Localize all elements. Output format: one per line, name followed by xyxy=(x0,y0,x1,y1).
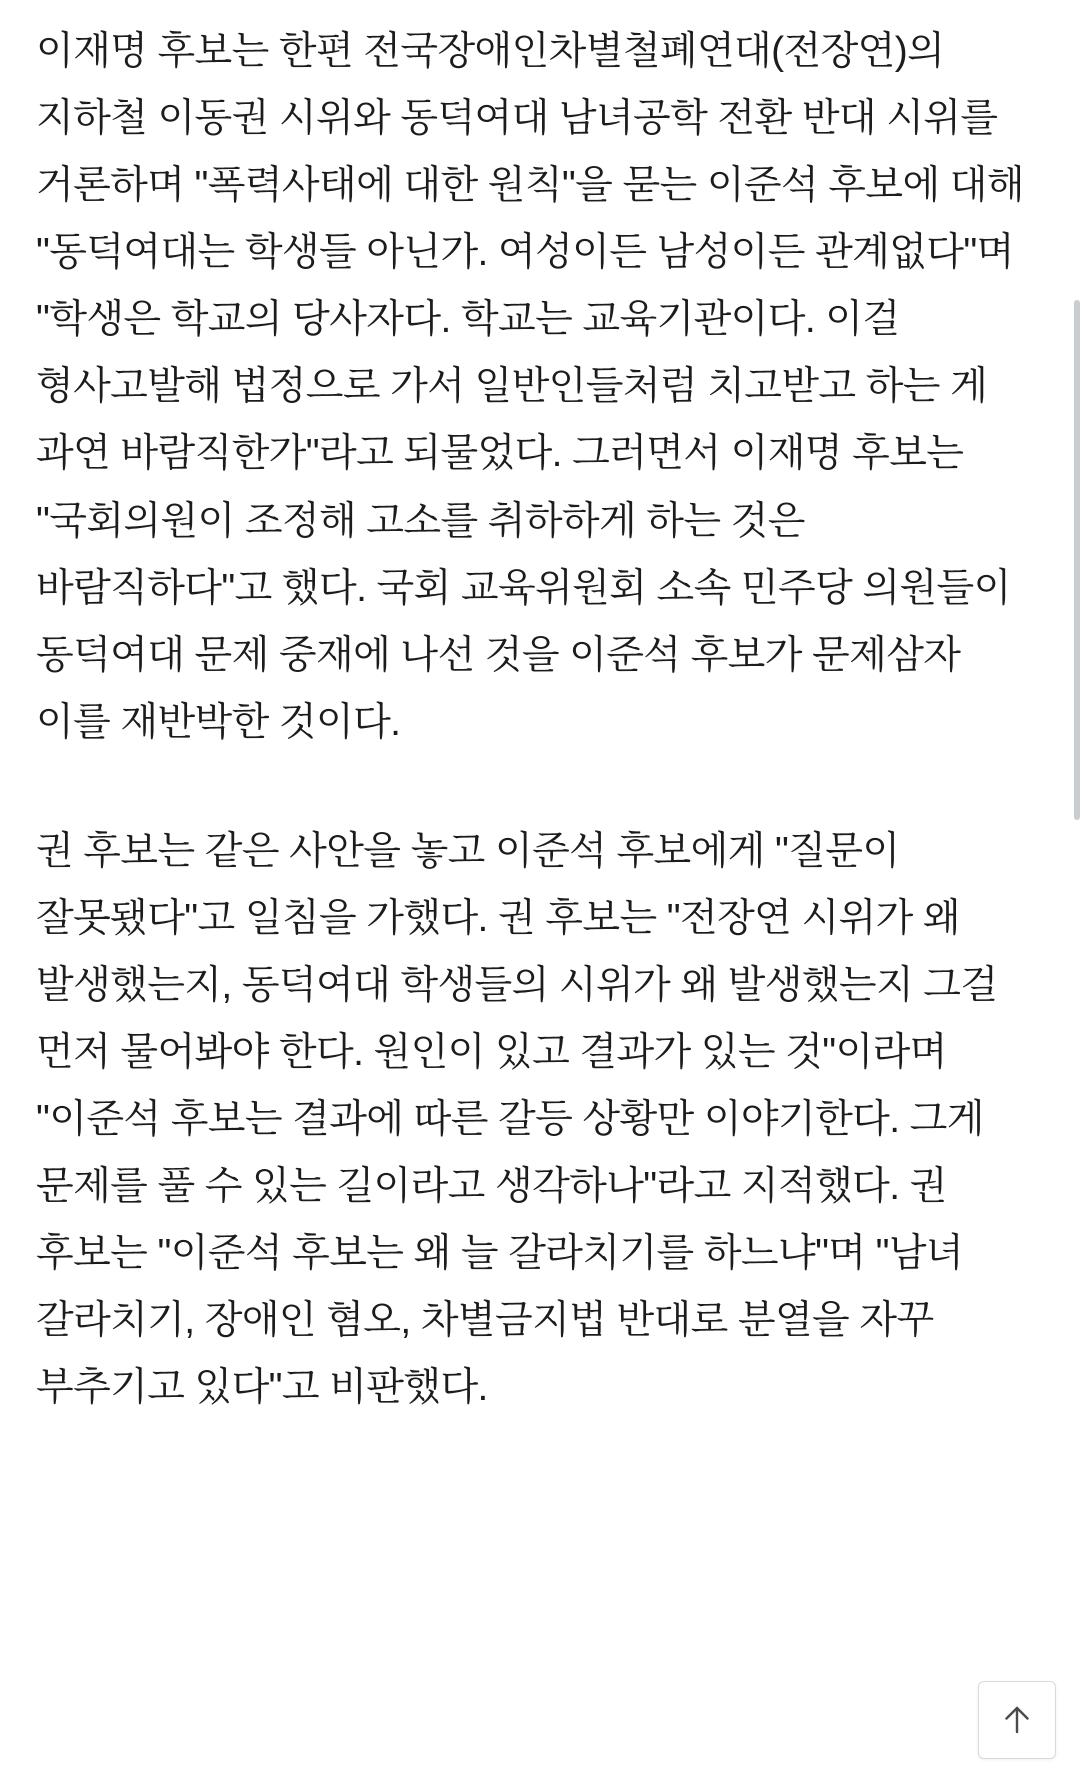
scrollbar-thumb[interactable] xyxy=(1074,300,1080,820)
article-paragraph: 이재명 후보는 한편 전국장애인차별철폐연대(전장연)의 지하철 이동권 시위와 동덕여대 남녀공학 전환 반대 시위를 거론하며 "폭력사태에 대한 원칙"을 묻는 이준석 후보에 대해 "동덕여대는 학생들 아닌가. 여성이든 남성이든 관계없다"며 "학생은 학교의 당사자다. 학교는 교육기관이다. 이걸 형사고발해 법정으로 가서 일반인들처럼 치고받고 하는 게 과연 바람직한가"라고 되물었다. 그러면서 이재명 후보는 "국회의원이 조정해 고소를 취하하게 하는 것은 바람직하다"고 했다. 국회 교육위원회 소속 민주당 의원들이 동덕여대 문제 중재에 나선 것을 이준석 후보가 문제삼자 이를 재반박한 것이다. xyxy=(36,30,1024,744)
scroll-to-top-button[interactable] xyxy=(978,1681,1056,1759)
arrow-up-icon xyxy=(999,1702,1035,1738)
page-scrollbar[interactable] xyxy=(1074,0,1080,1783)
article-paragraph: 권 후보는 같은 사안을 놓고 이준석 후보에게 "질문이 잘못됐다"고 일침을 가했다. 권 후보는 "전장연 시위가 왜 발생했는지, 동덕여대 학생들의 시위가 왜 발생했는지 그걸 먼저 물어봐야 한다. 원인이 있고 결과가 있는 것"이라며 "이준석 후보는 결과에 따른 갈등 상황만 이야기한다. 그게 문제를 풀 수 있는 길이라고 생각하나"라고 지적했다. 권 후보는 "이준석 후보는 왜 늘 갈라치기를 하느냐"며 "남녀 갈라치기, 장애인 혐오, 차별금지법 반대로 분열을 자꾸 부추기고 있다"고 비판했다. xyxy=(36,829,998,1410)
